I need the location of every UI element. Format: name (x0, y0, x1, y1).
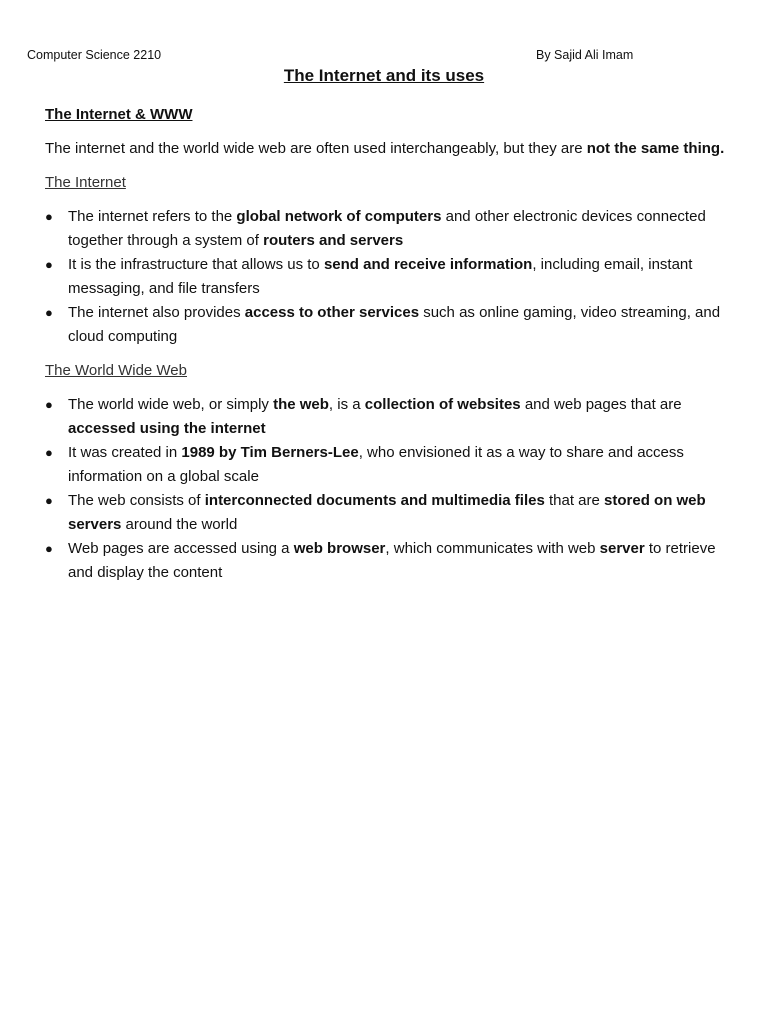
bold-text-run: accessed using the internet (68, 420, 266, 437)
bold-text-run: routers and servers (263, 232, 404, 249)
bold-text-run: collection of websites (364, 396, 521, 413)
list-item (45, 205, 725, 253)
bold-text-run: server (599, 540, 645, 557)
text-run: The internet also provides (68, 304, 245, 321)
bold-text-run: access to other services (244, 304, 420, 321)
text-run: around the world (121, 516, 238, 533)
header-author: By Sajid Ali Imam (536, 48, 634, 62)
bold-text-run: interconnected documents and multimedia files (204, 492, 545, 509)
text-run: , is a (328, 396, 365, 413)
text-run: , which communicates with web (385, 540, 600, 557)
list-item-text (68, 304, 720, 345)
list-item-text (68, 256, 692, 297)
list-item (45, 537, 725, 585)
list-item (45, 489, 725, 537)
bullet-icon: ● (45, 209, 53, 224)
list-item (45, 253, 725, 301)
document-body (45, 103, 725, 595)
text-run: to retrieve and display the content (68, 540, 716, 581)
bullet-icon: ● (45, 397, 53, 412)
section-heading-internet-www: The Internet & WWW (45, 106, 193, 123)
list-item-text (68, 396, 682, 437)
bold-text-run: web browser (293, 540, 386, 557)
list-item (45, 301, 725, 349)
bullet-icon: ● (45, 493, 53, 508)
list-item (45, 393, 725, 441)
web-bullet-list (45, 393, 725, 585)
text-run: that are (544, 492, 605, 509)
section-heading-world-wide-web: The World Wide Web (45, 362, 187, 379)
list-item-text (68, 444, 684, 485)
list-item-text (68, 492, 706, 533)
list-item-text (68, 540, 716, 581)
bullet-icon: ● (45, 541, 53, 556)
text-run: and web pages that are (520, 396, 682, 413)
bullet-icon: ● (45, 445, 53, 460)
bold-text-run: 1989 by Tim Berners-Lee (181, 444, 359, 461)
bold-text-run: send and receive information (323, 256, 533, 273)
text-run: The world wide web, or simply (68, 396, 274, 413)
bold-text-run: stored on web servers (68, 492, 706, 533)
page-title: The Internet and its uses (283, 66, 485, 85)
text-run: and other electronic devices connected together through a system of (68, 208, 706, 249)
text-run: The internet and the world wide web are often used interchangeably, but they are (45, 140, 587, 157)
bold-text-run: global network of computers (236, 208, 442, 225)
section-heading-internet: The Internet (45, 174, 126, 191)
header-course: Computer Science 2210 (27, 48, 162, 62)
text-run: such as online gaming, video streaming, and cloud computing (68, 304, 721, 345)
text-run: It is the infrastructure that allows us to (68, 256, 324, 273)
text-run: It was created in (68, 444, 182, 461)
text-run: Web pages are accessed using a (68, 540, 294, 557)
text-run: The internet refers to the (68, 208, 237, 225)
text-run: The web consists of (68, 492, 205, 509)
bullet-icon: ● (45, 257, 53, 272)
text-run: , including email, instant messaging, and file transfers (68, 256, 693, 297)
intro-paragraph (45, 137, 725, 161)
list-item (45, 441, 725, 489)
bold-text-run: not the same thing. (586, 140, 725, 157)
text-run: , who envisioned it as a way to share and access information on a global scale (68, 444, 684, 485)
internet-bullet-list (45, 205, 725, 349)
bullet-icon: ● (45, 305, 53, 320)
list-item-text (68, 208, 706, 249)
bold-text-run: the web (273, 396, 329, 413)
